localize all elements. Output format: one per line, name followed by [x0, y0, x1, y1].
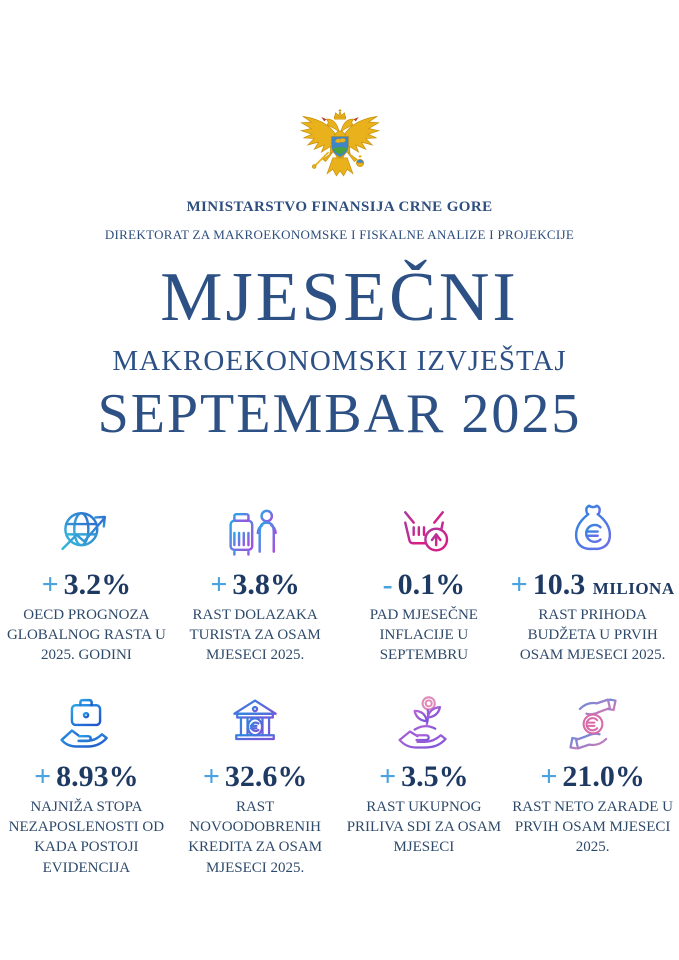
report-title-main: MJESEČNI	[160, 259, 519, 336]
directorate-name: DIREKTORAT ZA MAKROEKONOMSKE I FISKALNE ANALIZE I PROJEKCIJE	[104, 227, 575, 242]
hand-briefcase-icon	[4, 690, 169, 754]
stat-value: - 0.1%	[382, 567, 466, 601]
stat-fdi-inflow	[342, 690, 507, 879]
stat-label: RAST NOVOODOBRENIH KREDITA ZA OSAM MJESECI 2025.	[188, 798, 323, 876]
stat-value: + 8.93%	[34, 759, 139, 793]
hands-euro-icon	[510, 690, 675, 754]
hand-plant-coin-icon	[342, 690, 507, 754]
report-title-period: SEPTEMBAR 2025	[97, 382, 582, 445]
stat-value: + 32.6%	[202, 759, 308, 793]
stat-new-loans	[173, 690, 338, 879]
montenegro-eagle-icon	[297, 104, 383, 186]
stat-label: RAST NETO ZARADE U PRVIH OSAM MJESECI 2025.	[512, 798, 673, 856]
stat-inflation	[342, 498, 507, 666]
stat-label: NAJNIŽA STOPA NEZAPOSLENOSTI OD KADA POSTOJI EVIDENCIJA	[8, 798, 165, 876]
report-title-sub: MAKROEKONOMSKI IZVJEŠTAJ	[112, 344, 567, 377]
stat-tourist-arrivals	[173, 498, 338, 666]
stat-budget-revenue	[510, 498, 675, 666]
stat-value: + 10.3 MILIONA	[510, 567, 675, 601]
stat-label: OECD PROGNOZA GLOBALNOG RASTA U 2025. GODINI	[6, 606, 166, 664]
stat-unemployment	[4, 690, 169, 879]
stat-label: RAST DOLAZAKA TURISTA ZA OSAM MJESECI 2025.	[189, 606, 321, 664]
basket-inflation-icon	[342, 498, 507, 562]
stat-value: + 3.8%	[210, 567, 300, 601]
stat-value: + 3.2%	[41, 567, 132, 601]
stat-value: + 3.5%	[379, 759, 469, 793]
stat-net-wages	[510, 690, 675, 879]
coat-of-arms	[0, 0, 679, 191]
tourist-luggage-icon	[173, 498, 338, 562]
stats-grid	[0, 498, 679, 879]
money-bag-euro-icon	[510, 498, 675, 562]
bank-credit-icon	[173, 690, 338, 754]
stat-global-growth	[4, 498, 169, 666]
stat-label: PAD MJESEČNE INFLACIJE U SEPTEMBRU	[369, 606, 478, 664]
stat-label: RAST PRIHODA BUDŽETA U PRVIH OSAM MJESECI 2025.	[519, 606, 666, 664]
stat-value: + 21.0%	[540, 759, 645, 793]
stat-label: RAST UKUPNOG PRILIVA SDI ZA OSAM MJESECI	[346, 798, 502, 856]
globe-growth-icon	[4, 498, 169, 562]
ministry-name: MINISTARSTVO FINANSIJA CRNE GORE	[186, 199, 493, 215]
